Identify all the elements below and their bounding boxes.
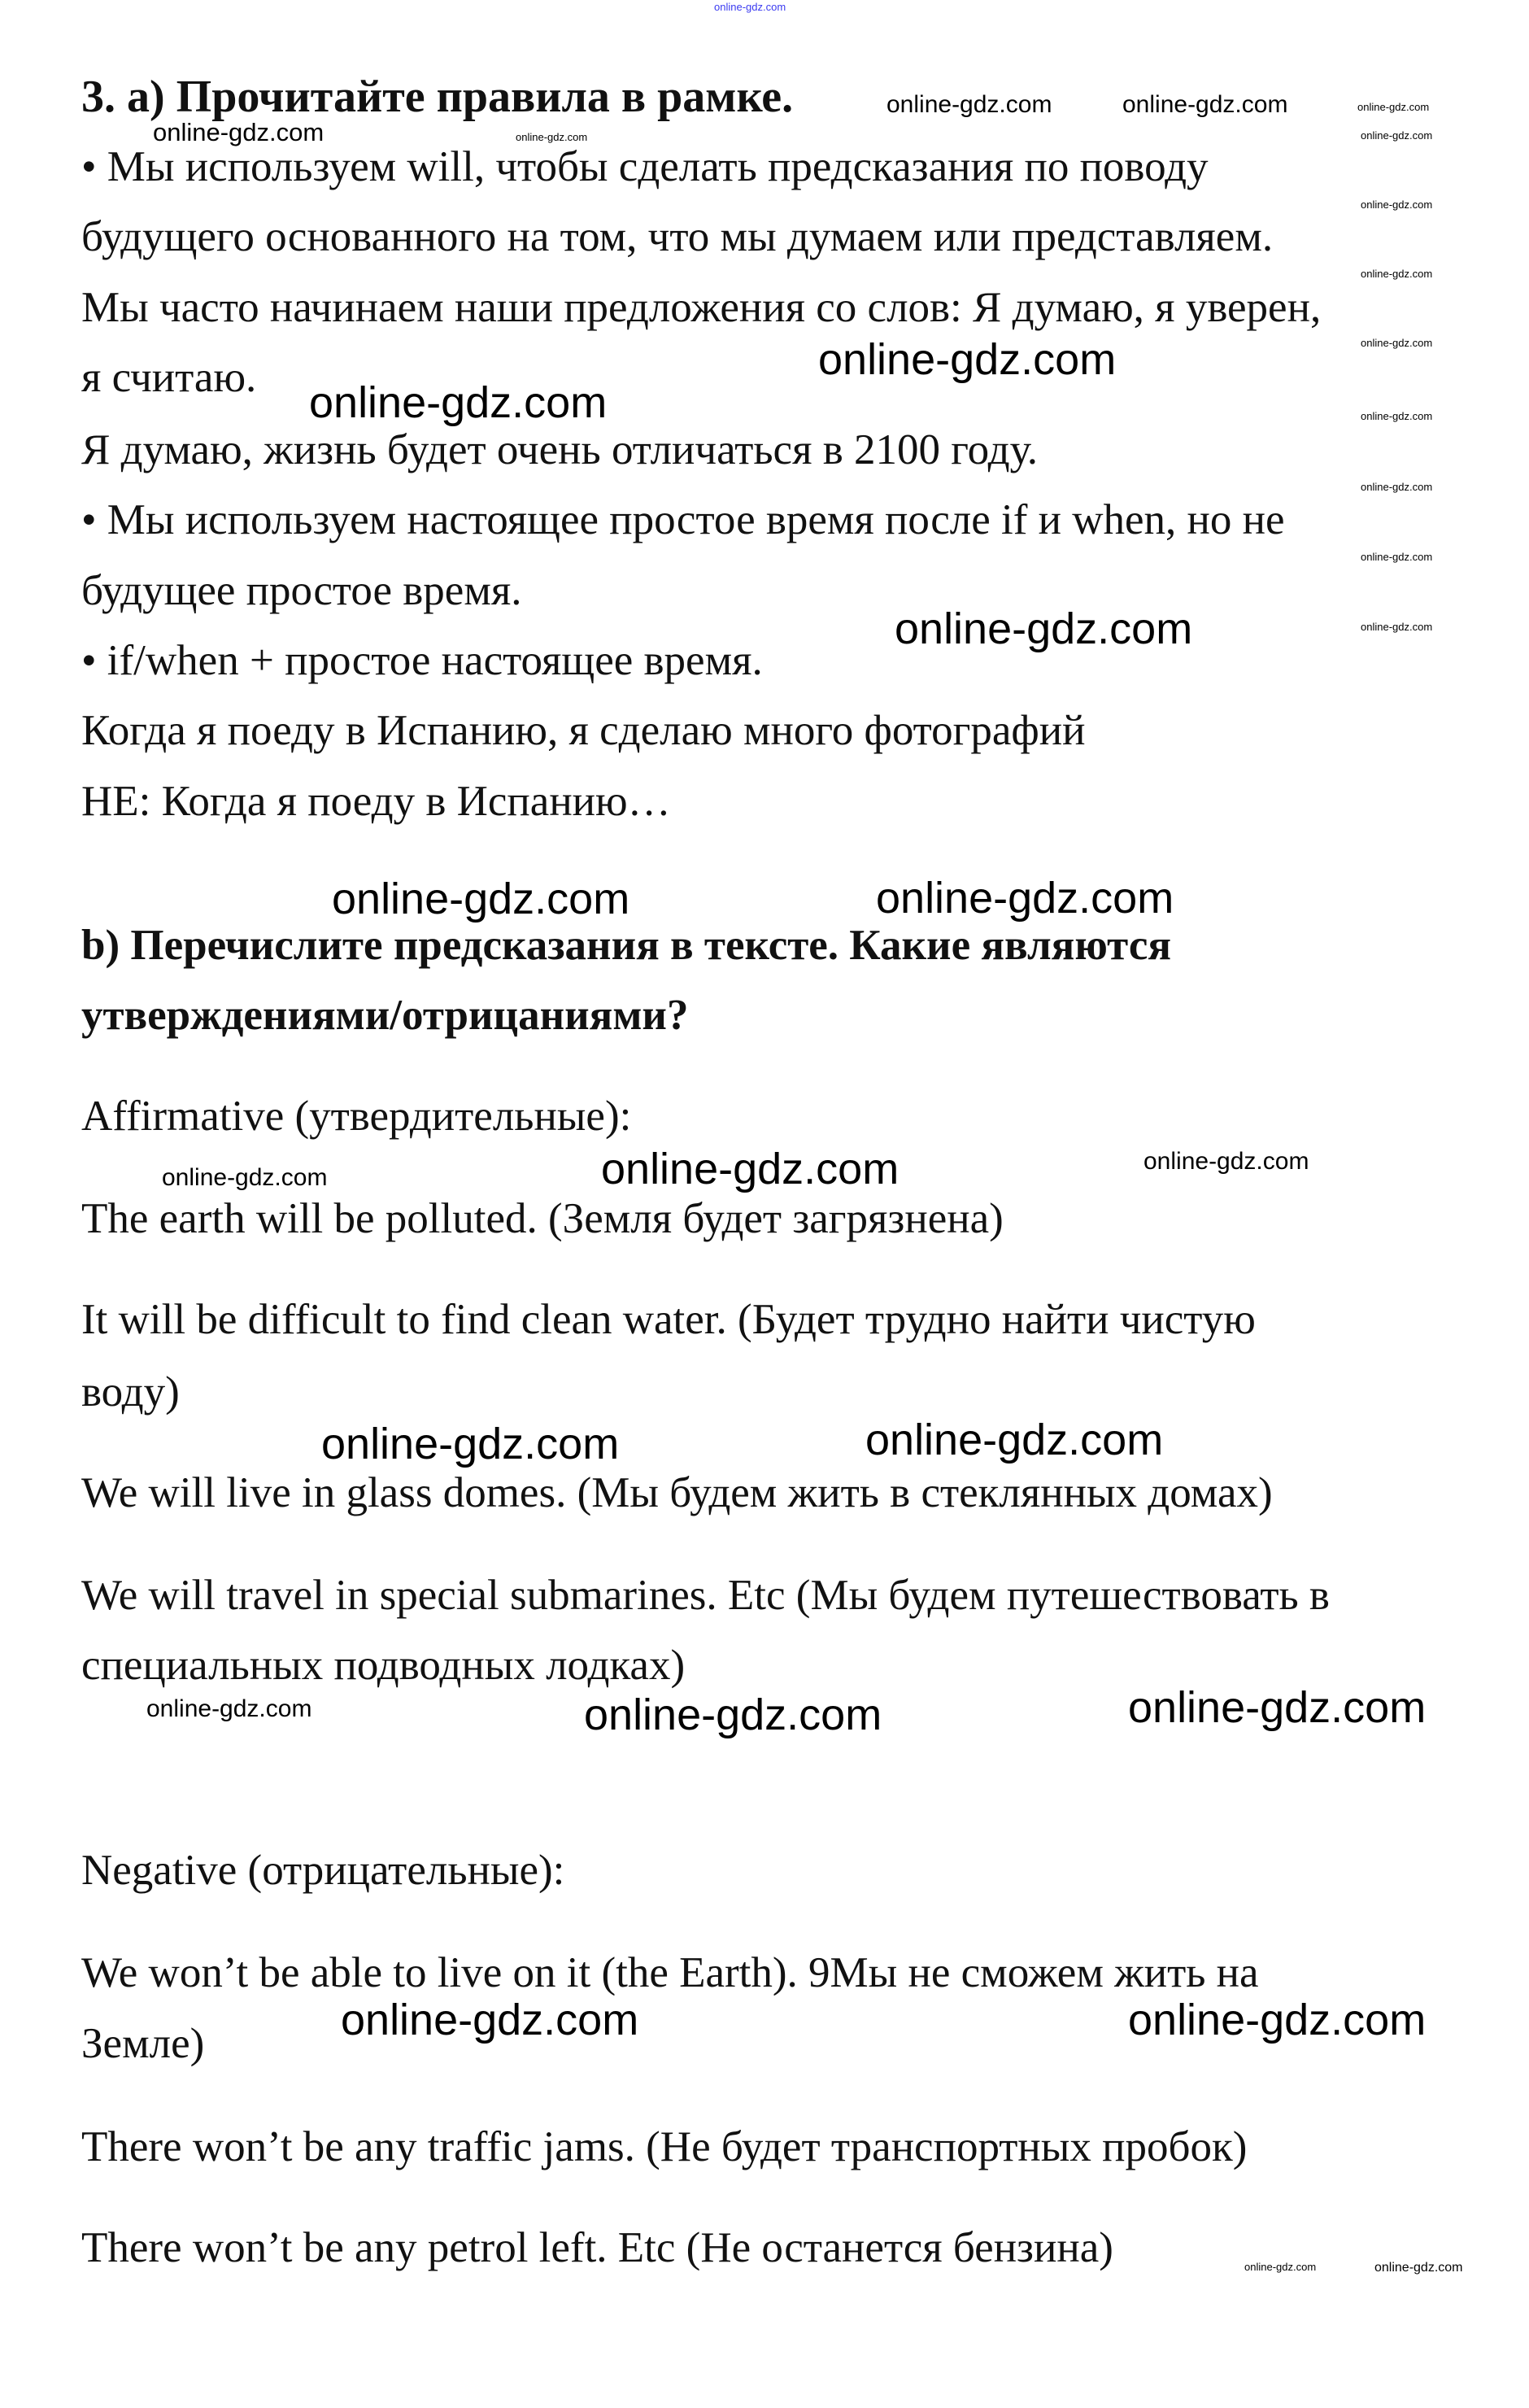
exercise-b-heading: b) Перечислите предсказания в тексте. Какие являются [81, 922, 1172, 969]
watermark: online-gdz.com [714, 1, 786, 13]
watermark: online-gdz.com [341, 1996, 639, 2044]
watermark: online-gdz.com [865, 1416, 1164, 1464]
watermark: online-gdz.com [1361, 129, 1433, 142]
watermark: online-gdz.com [1361, 410, 1433, 422]
rule-line: будущее простое время. [81, 567, 522, 614]
rule-line: • Мы используем настоящее простое время после if и when, но не [81, 496, 1285, 543]
exercise-b-heading: утверждениями/отрицаниями? [81, 992, 689, 1039]
rule-line: я считаю. [81, 354, 257, 401]
watermark: online-gdz.com [516, 131, 588, 143]
example-line: Я думаю, жизнь будет очень отличаться в 2100 году. [81, 426, 1039, 473]
answer-line: Земле) [81, 2020, 205, 2067]
watermark: online-gdz.com [1122, 91, 1288, 118]
rule-line: будущего основанного на том, что мы думаем или представляем. [81, 213, 1274, 260]
watermark: online-gdz.com [1361, 621, 1433, 633]
watermark: online-gdz.com [895, 604, 1193, 653]
example-line: НЕ: Когда я поеду в Испанию… [81, 778, 671, 825]
watermark: online-gdz.com [584, 1690, 882, 1739]
answer-line: воду) [81, 1368, 180, 1416]
answer-line: We will travel in special submarines. Etc (Мы будем путешествовать в [81, 1572, 1330, 1619]
watermark: online-gdz.com [1361, 198, 1433, 211]
watermark: online-gdz.com [1361, 337, 1433, 349]
negative-label: Negative (отрицательные): [81, 1847, 565, 1894]
watermark: online-gdz.com [153, 118, 325, 146]
watermark: online-gdz.com [1357, 101, 1430, 113]
rule-line: Мы часто начинаем наши предложения со слов: Я думаю, я уверен, [81, 284, 1322, 331]
answer-line: It will be difficult to find clean water. (Будет трудно найти чистую [81, 1296, 1256, 1343]
watermark: online-gdz.com [1374, 2261, 1463, 2275]
answer-line: We won’t be able to live on it (the Earth). 9Мы не сможем жить на [81, 1949, 1259, 1996]
watermark: online-gdz.com [1128, 1996, 1427, 2044]
watermark: online-gdz.com [1128, 1683, 1427, 1732]
answer-line: There won’t be any petrol left. Etc (Не останется бензина) [81, 2224, 1113, 2271]
exercise-a-heading: 3. a) Прочитайте правила в рамке. [81, 72, 794, 122]
rule-line: • if/when + простое настоящее время. [81, 637, 763, 684]
watermark: online-gdz.com [1361, 481, 1433, 493]
answer-line: специальных подводных лодках) [81, 1642, 686, 1689]
answer-line: The earth will be polluted. (Земля будет загрязнена) [81, 1195, 1004, 1242]
watermark: online-gdz.com [309, 378, 608, 427]
watermark: online-gdz.com [1143, 1148, 1309, 1175]
watermark: online-gdz.com [1361, 551, 1433, 563]
answer-line: There won’t be any traffic jams. (Не будет транспортных пробок) [81, 2123, 1248, 2170]
answer-line: We will live in glass domes. (Мы будем жить в стеклянных домах) [81, 1469, 1273, 1516]
affirmative-label: Affirmative (утвердительные): [81, 1093, 632, 1140]
watermark: online-gdz.com [818, 335, 1117, 384]
watermark: online-gdz.com [332, 875, 630, 923]
watermark: online-gdz.com [146, 1695, 312, 1722]
rule-line: • Мы используем will, чтобы сделать предсказания по поводу [81, 143, 1209, 190]
watermark: online-gdz.com [162, 1164, 328, 1191]
watermark: online-gdz.com [601, 1145, 900, 1193]
watermark: online-gdz.com [1244, 2261, 1317, 2273]
watermark: online-gdz.com [876, 874, 1174, 923]
watermark: online-gdz.com [1361, 268, 1433, 280]
example-line: Когда я поеду в Испанию, я сделаю много фотографий [81, 707, 1086, 754]
watermark: online-gdz.com [886, 91, 1052, 118]
watermark: online-gdz.com [321, 1420, 620, 1468]
